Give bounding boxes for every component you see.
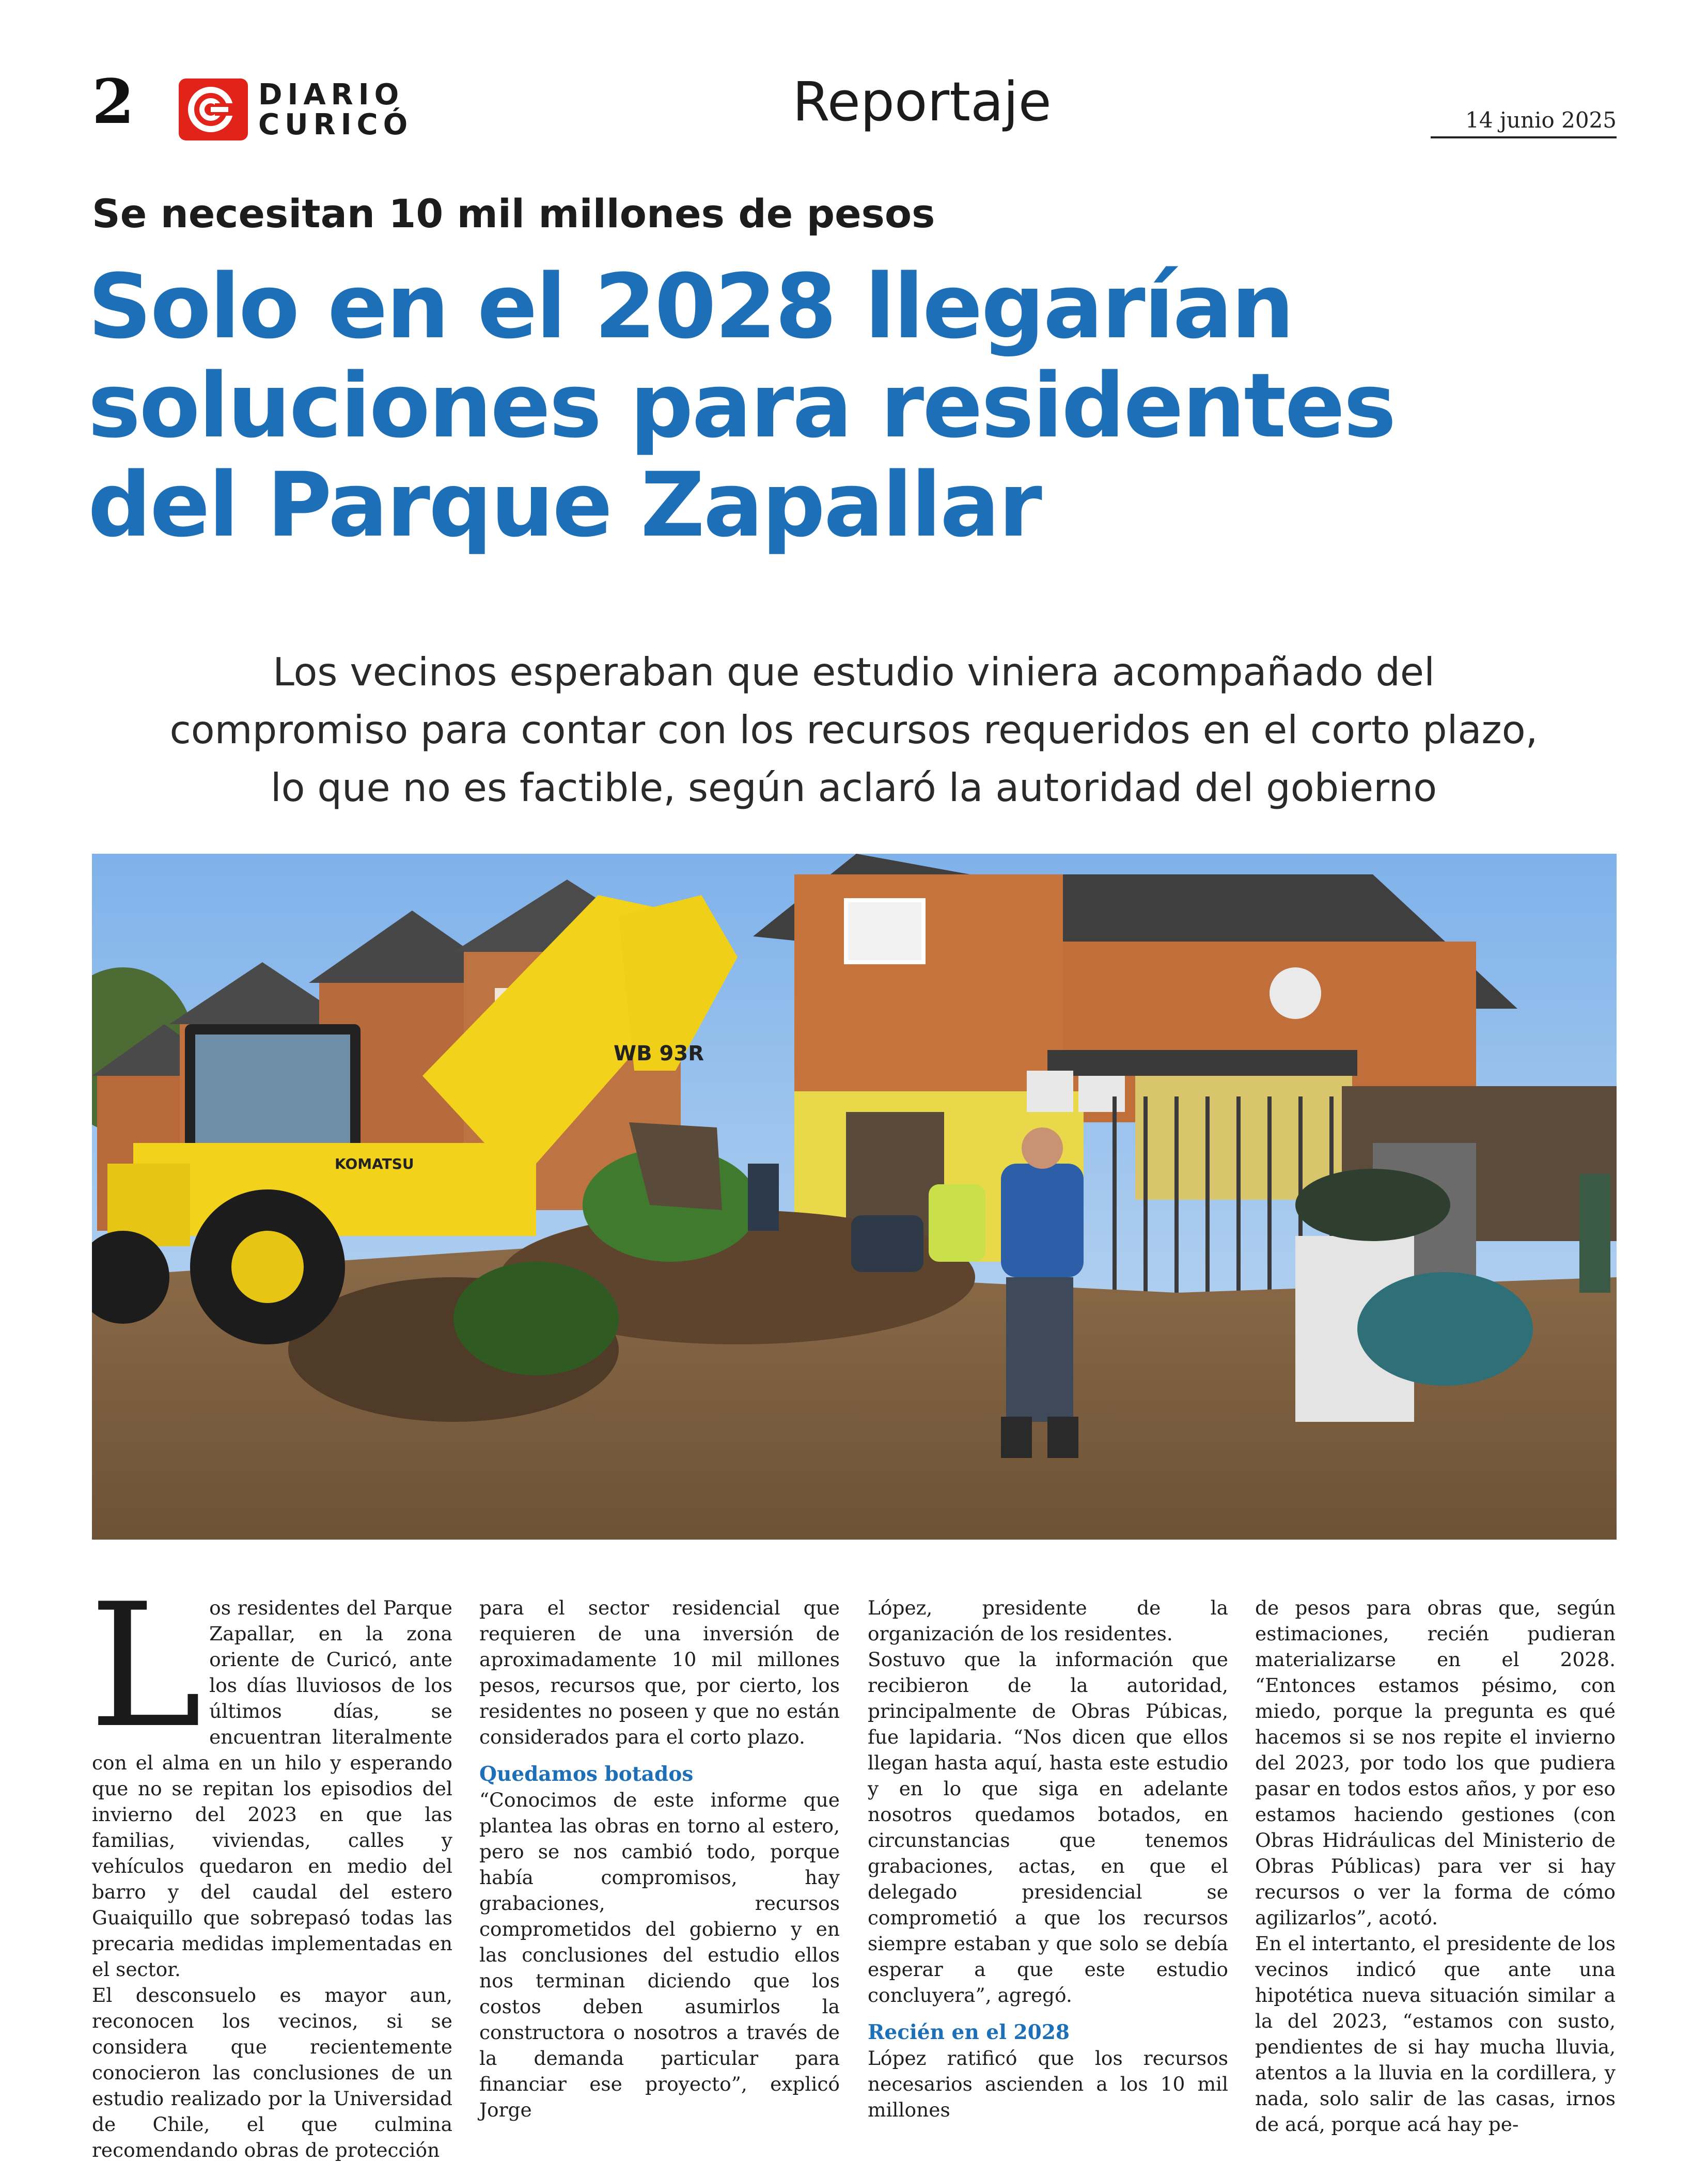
drop-cap: L: [89, 1567, 202, 1765]
article-column-1: [89, 1567, 452, 2161]
subhead: Recién en el 2028: [868, 2020, 1070, 2044]
deck: [92, 643, 1616, 817]
paragraph: López, presidente de la organización de los residentes.: [868, 1596, 1228, 1645]
section-title: Reportaje: [792, 70, 1052, 133]
article-column-3: [868, 1595, 1228, 2121]
paragraph: “Conocimos de este informe que plantea las obras en torno al estero, pero se nos cambió todo, porque había compromisos, hay grabaciones, recursos comprometidos del gobierno y en las conclusiones del estudio ellos nos terminan diciendo que los costos deben asumirlos la constructora o nosotros a través de la demanda particular para financiar ese proyecto”, explicó Jorge: [479, 1789, 840, 2121]
brand-line-2: CURICÓ: [258, 108, 413, 142]
headline-line: del Parque Zapallar: [88, 453, 1041, 557]
deck-line: Los vecinos esperaban que estudio viniera acompañado del: [273, 649, 1435, 695]
headline-line: soluciones para residentes: [88, 354, 1395, 458]
komatsu-label: KOMATSU: [335, 1155, 414, 1172]
paragraph: os residentes del Parque Zapallar, en la zona oriente de Curicó, ante los días lluviosos de los últimos días, se encuentran literalmente con el alma en un hilo y esperando que no se repitan los episodios del invierno del 2023 en que las familias, viviendas, calles y vehículos quedaron en medio del barro y del caudal del estero Guaiquillo que sobrepasó todas las precaria medidas implementadas en el sector.: [92, 1596, 452, 1981]
brand-line-1: DIARIO: [258, 78, 404, 112]
main-photo: [92, 854, 1617, 1540]
article-column-4: [1255, 1595, 1616, 2136]
brand-name: [258, 78, 413, 142]
paragraph: para el sector residencial que requieren de una inversión de aproximadamente 10 mil millones pesos, recursos que, por cierto, los residentes no poseen y que no están considerados para el corto plazo.: [479, 1596, 840, 1748]
headline: [88, 257, 1617, 555]
model-label: WB 93R: [614, 1042, 704, 1065]
headline-line: Solo en el 2028 llegarían: [88, 255, 1293, 358]
deck-line: lo que no es factible, según aclaró la autoridad del gobierno: [270, 765, 1437, 810]
issue-date: 14 junio 2025: [1465, 107, 1617, 133]
paragraph: El desconsuelo es mayor aun, reconocen los vecinos, si se considera que recientemente conocieron las conclusiones de un estudio realizado por la Universidad de Chile, el que culmina recomendando obras de protección: [92, 1984, 452, 2161]
paragraph: En el intertanto, el presidente de los vecinos indicó que ante una hipotética nueva situación similar a la del 2023, “estamos con susto, pendientes de si hay mucha lluvia, atentos a la lluvia en la cordillera, y nada, solo salir de las casas, irnos de acá, porque acá hay pe-: [1255, 1932, 1616, 2136]
date-underline: [1431, 136, 1617, 138]
paragraph: López ratificó que los recursos necesarios ascienden a los 10 mil millones: [868, 2047, 1228, 2121]
page-number: 2: [92, 66, 135, 137]
article-column-2: [479, 1595, 840, 2121]
subhead: Quedamos botados: [479, 1762, 694, 1786]
diario-curico-logo-icon: [179, 79, 248, 140]
kicker: Se necesitan 10 mil millones de pesos: [92, 191, 935, 237]
paragraph: de pesos para obras que, según estimaciones, recién pudieran materializarse en el 2028. “Entonces estamos pésimo, con miedo, porque la pregunta es qué hacemos si se nos repite el invierno del 2023, por todo los que pudiera pasar en todos estos años, y por eso estamos haciendo gestiones (con Obras Hidráulicas del Ministerio de Obras Públicas) para ver si hay recursos o ver la forma de cómo agilizarlos”, acotó.: [1255, 1596, 1616, 1929]
deck-line: compromiso para contar con los recursos requeridos en el corto plazo,: [169, 707, 1538, 753]
paragraph: Sostuvo que la información que recibieron de la autoridad, principalmente de Obras Púbicas, fue lapidaria. “Nos dicen que ellos llegan hasta aquí, hasta este estudio y en lo que siga en adelante nosotros quedamos botados, en circunstancias que tenemos grabaciones, actas, en que el delegado presidencial se comprometió a que los recursos siempre estaban y que solo se debía esperar a que este estudio concluyera”, agregó.: [868, 1648, 1228, 2007]
